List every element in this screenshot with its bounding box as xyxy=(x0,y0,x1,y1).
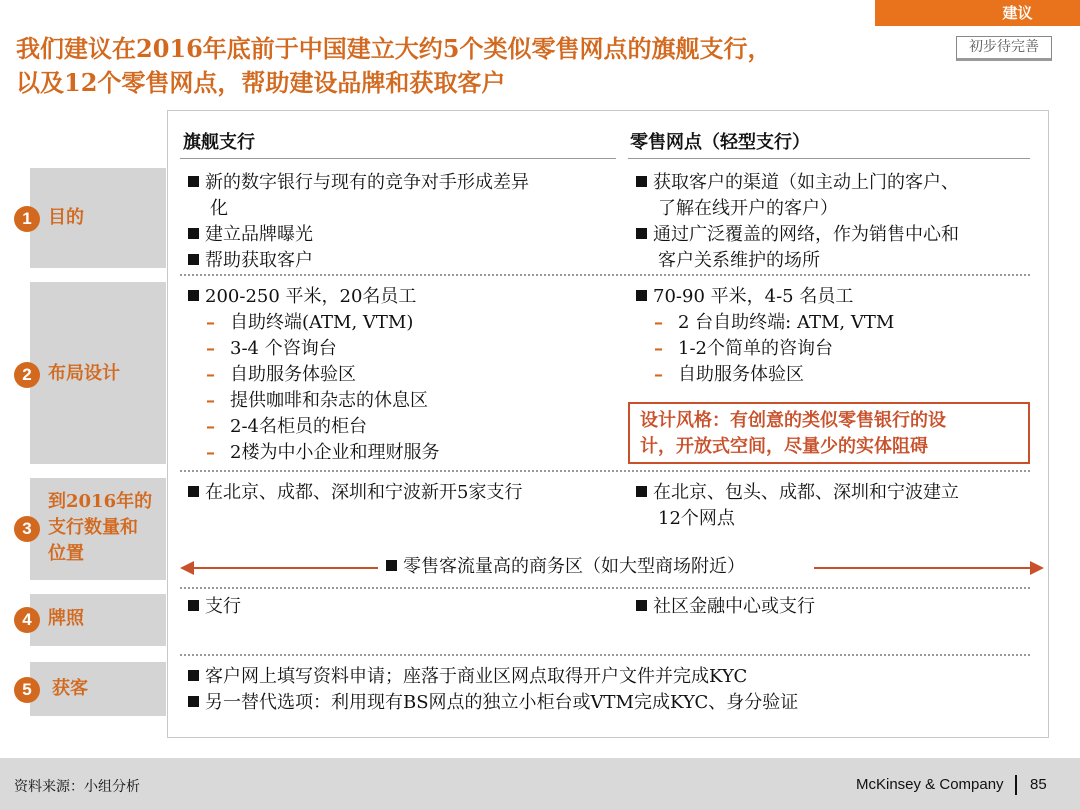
sub-item xyxy=(188,414,618,440)
list-item-continuation: 了解在线开户的客户） xyxy=(658,198,838,219)
row-label-text: 布局设计 xyxy=(48,363,120,384)
list-item xyxy=(636,480,1036,506)
shared-location xyxy=(386,554,816,580)
bullet-square-icon xyxy=(188,254,199,265)
list-item-continuation: 12个网点 xyxy=(658,508,735,529)
column-header-retail: 零售网点（轻型支行） xyxy=(630,132,810,153)
sub-item-text: 自助终端(ATM, VTM) xyxy=(230,312,414,333)
license-flagship xyxy=(188,594,618,620)
bullet-square-icon xyxy=(188,228,199,239)
bullet-square-icon xyxy=(188,486,199,497)
layout-retail xyxy=(636,284,1036,388)
purpose-retail xyxy=(636,170,1036,274)
bullet-square-icon xyxy=(188,176,199,187)
sub-item-text: 2-4名柜员的柜台 xyxy=(230,416,367,437)
list-item-text: 帮助获取客户 xyxy=(205,250,313,271)
list-item-text: 支行 xyxy=(205,596,241,617)
row-number-2: 2 xyxy=(14,362,40,388)
row-divider xyxy=(180,587,1030,589)
bullet-square-icon xyxy=(636,486,647,497)
list-item xyxy=(188,664,1038,690)
design-style-callout xyxy=(628,402,1030,464)
title-line-2: 以及12个零售网点，帮助建设品牌和获取客户 xyxy=(16,68,506,97)
row-divider xyxy=(180,470,1030,472)
source-note: 资料来源：小组分析 xyxy=(14,779,140,795)
row-number-1: 1 xyxy=(14,206,40,232)
row-label-license xyxy=(22,594,166,646)
list-item-text: 在北京、包头、成都、深圳和宁波建立 xyxy=(653,482,959,503)
list-item xyxy=(188,248,608,274)
sub-item xyxy=(188,388,618,414)
sub-item-text: 3-4 个咨询台 xyxy=(230,338,337,359)
sub-item xyxy=(636,362,1036,388)
sub-item-text: 自助服务体验区 xyxy=(230,364,356,385)
row-label-text xyxy=(48,489,152,567)
list-item-text: 通过广泛覆盖的网络，作为销售中心和 xyxy=(653,224,959,245)
bullet-square-icon xyxy=(188,290,199,301)
bullet-square-icon xyxy=(386,560,397,571)
row-number-4: 4 xyxy=(14,607,40,633)
arrow-line-left xyxy=(192,567,378,569)
page-title xyxy=(16,32,936,100)
title-line-1: 我们建议在2016年底前于中国建立大约5个类似零售网点的旗舰支行， xyxy=(16,34,772,63)
draft-stamp: 初步待完善 xyxy=(956,36,1052,61)
recommendation-tag: 建议 xyxy=(875,0,1080,26)
acquisition-items xyxy=(188,664,1038,716)
row-number-5: 5 xyxy=(14,677,40,703)
dash-icon: – xyxy=(206,312,215,333)
callout-line: 计，开放式空间，尽量少的实体阻碍 xyxy=(640,436,928,457)
list-item xyxy=(188,284,618,310)
list-item xyxy=(188,170,608,196)
row-label-acquisition xyxy=(22,662,166,716)
sub-item-text: 2 台自助终端: ATM, VTM xyxy=(678,312,895,333)
row-label-line: 支行数量和 xyxy=(48,517,138,538)
locations-retail xyxy=(636,480,1036,532)
dash-icon: – xyxy=(206,416,215,437)
row-divider xyxy=(180,274,1030,276)
row-label-text: 获客 xyxy=(52,678,88,699)
bullet-square-icon xyxy=(188,670,199,681)
list-item xyxy=(188,690,1038,716)
row-label-purpose xyxy=(22,168,166,268)
page-number: 85 xyxy=(1030,776,1047,793)
header-underline-retail xyxy=(628,158,1030,159)
layout-flagship xyxy=(188,284,618,466)
list-item-text: 零售客流量高的商务区（如大型商场附近） xyxy=(403,556,745,577)
row-label-locations xyxy=(22,478,166,580)
bullet-square-icon xyxy=(636,600,647,611)
bullet-square-icon xyxy=(188,696,199,707)
list-item-text: 社区金融中心或支行 xyxy=(653,596,815,617)
row-label-text: 牌照 xyxy=(48,608,84,629)
list-item xyxy=(188,480,618,506)
list-item xyxy=(636,284,1036,310)
row-divider xyxy=(180,654,1030,656)
sub-item-text: 自助服务体验区 xyxy=(678,364,804,385)
list-item xyxy=(636,222,1036,248)
sub-item xyxy=(188,440,618,466)
dash-icon: – xyxy=(206,442,215,463)
row-label-text: 目的 xyxy=(48,207,84,228)
dash-icon: – xyxy=(654,338,663,359)
sub-item-text: 提供咖啡和杂志的休息区 xyxy=(230,390,428,411)
list-item-text: 获取客户的渠道（如主动上门的客户、 xyxy=(653,172,959,193)
dash-icon: – xyxy=(206,364,215,385)
header-underline-flagship xyxy=(180,158,616,159)
sub-item xyxy=(188,310,618,336)
arrow-right-icon xyxy=(1030,561,1044,575)
list-item-continuation: 化 xyxy=(210,198,228,219)
purpose-flagship xyxy=(188,170,608,274)
list-item xyxy=(188,222,608,248)
arrow-line-right xyxy=(814,567,1032,569)
list-item-text: 在北京、成都、深圳和宁波新开5家支行 xyxy=(205,482,523,503)
dash-icon: – xyxy=(654,364,663,385)
footer-separator xyxy=(1015,775,1017,795)
list-item-text: 70-90 平米，4-5 名员工 xyxy=(653,286,854,307)
list-item-text: 建立品牌曝光 xyxy=(205,224,313,245)
dash-icon: – xyxy=(206,338,215,359)
sub-item-text: 1-2个简单的咨询台 xyxy=(678,338,833,359)
row-label-line: 到2016年的 xyxy=(48,491,153,512)
sub-item-text: 2楼为中小企业和理财服务 xyxy=(230,442,440,463)
bullet-square-icon xyxy=(188,600,199,611)
bullet-square-icon xyxy=(636,290,647,301)
locations-flagship xyxy=(188,480,618,506)
row-label-layout xyxy=(22,282,166,464)
bullet-square-icon xyxy=(636,228,647,239)
dash-icon: – xyxy=(654,312,663,333)
sub-item xyxy=(188,362,618,388)
row-label-line: 位置 xyxy=(48,543,84,564)
dash-icon: – xyxy=(206,390,215,411)
license-retail xyxy=(636,594,1036,620)
sub-item xyxy=(188,336,618,362)
column-header-flagship: 旗舰支行 xyxy=(183,132,255,153)
company-brand: McKinsey & Company xyxy=(856,776,1004,793)
row-number-3: 3 xyxy=(14,516,40,542)
list-item-text: 客户网上填写资料申请；座落于商业区网点取得开户文件并完成KYC xyxy=(205,666,748,687)
callout-line: 设计风格：有创意的类似零售银行的设 xyxy=(640,410,946,431)
sub-item xyxy=(636,310,1036,336)
bullet-square-icon xyxy=(636,176,647,187)
list-item-text: 新的数字银行与现有的竞争对手形成差异 xyxy=(205,172,529,193)
list-item-text: 另一替代选项：利用现有BS网点的独立小柜台或VTM完成KYC、身分验证 xyxy=(205,692,799,713)
sub-item xyxy=(636,336,1036,362)
list-item-continuation: 客户关系维护的场所 xyxy=(658,250,820,271)
list-item-text: 200-250 平米，20名员工 xyxy=(205,286,417,307)
list-item xyxy=(636,170,1036,196)
